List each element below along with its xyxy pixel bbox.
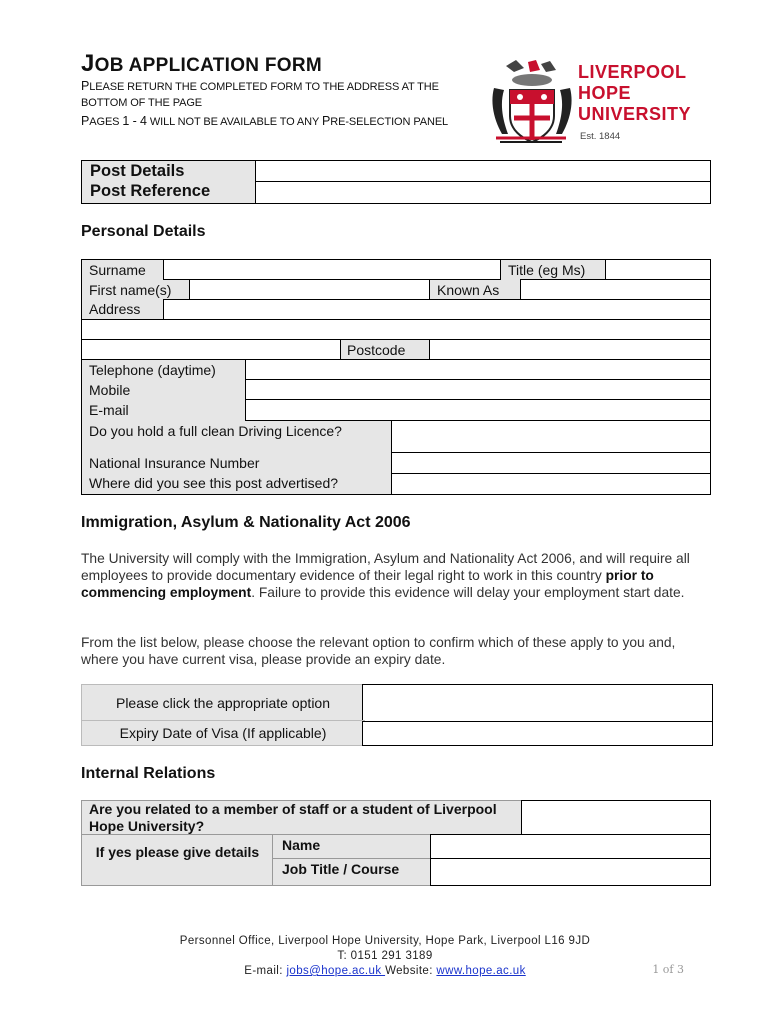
if-yes-label: If yes please give details: [95, 844, 260, 860]
visa-expiry-label: Expiry Date of Visa (If applicable): [119, 725, 327, 741]
relation-job-label: Job Title / Course: [282, 861, 400, 877]
instruction-line-2: BOTTOM OF THE PAGE: [81, 97, 203, 109]
title-label: Title (eg Ms): [508, 262, 586, 278]
email-field[interactable]: [245, 399, 711, 421]
internal-relations-heading: Internal Relations: [81, 765, 216, 782]
mobile-label: Mobile: [89, 382, 131, 398]
relation-job-field[interactable]: [430, 858, 711, 886]
instruction-line-1: PLEASE RETURN THE COMPLETED FORM TO THE ADDRESS AT THE: [81, 79, 439, 93]
crest-icon: [486, 58, 576, 148]
footer-address: Personnel Office, Liverpool Hope University, Hope Park, Liverpool L16 9JD: [179, 935, 591, 947]
logo-line-3: UNIVERSITY: [578, 104, 692, 124]
post-reference-field[interactable]: [255, 181, 711, 204]
title-field[interactable]: [605, 259, 711, 280]
immigration-option-label: Please click the appropriate option: [115, 695, 331, 711]
visa-expiry-field[interactable]: [362, 721, 713, 746]
ni-number-label: National Insurance Number: [89, 455, 260, 471]
known-as-label: Known As: [437, 282, 500, 298]
footer-contact: E-mail: jobs@hope.ac.uk Website: www.hope.ac.uk: [244, 965, 526, 977]
email-label: E-mail: [89, 402, 129, 418]
first-names-field[interactable]: [189, 279, 430, 300]
postcode-label: Postcode: [347, 342, 406, 358]
related-question-label: Are you related to a member of staff or a student of Liverpool Hope University?: [89, 801, 497, 834]
immigration-option-field[interactable]: [362, 684, 713, 722]
form-title: JOB APPLICATION FORM: [81, 50, 323, 77]
mobile-field[interactable]: [245, 379, 711, 400]
post-details-label: Post Details: [90, 162, 185, 180]
personal-details-heading: Personal Details: [81, 223, 206, 240]
known-as-field[interactable]: [520, 279, 711, 300]
email-link[interactable]: jobs@hope.ac.uk: [286, 965, 386, 977]
website-link[interactable]: www.hope.ac.uk: [436, 965, 526, 977]
address-field-2[interactable]: [81, 319, 711, 340]
advertised-field[interactable]: [391, 473, 711, 495]
instruction-line-3: PAGES 1 - 4 WILL NOT BE AVAILABLE TO ANY PRE-SELECTION PANEL: [81, 114, 449, 128]
address-field-1[interactable]: [163, 299, 711, 320]
post-details-field[interactable]: [255, 160, 711, 183]
footer-phone: T: 0151 291 3189: [337, 950, 433, 962]
immigration-paragraph-2: From the list below, please choose the relevant option to confirm which of these apply to you and, where you have current visa, please provide an expiry date.: [81, 635, 676, 667]
surname-label: Surname: [89, 262, 146, 278]
address-label: Address: [89, 301, 141, 317]
address-field-3[interactable]: [81, 339, 341, 360]
surname-field[interactable]: [163, 259, 501, 280]
immigration-paragraph-1: The University will comply with the Immigration, Asylum and Nationality Act 2006, and will require all employees to provide documentary evidence of their legal right to work in this country prior to commencing employment. Failure to provide this evidence will delay your employment start date.: [81, 551, 690, 600]
immigration-heading: Immigration, Asylum & Nationality Act 2006: [81, 514, 411, 531]
relation-name-field[interactable]: [430, 834, 711, 860]
related-answer-field[interactable]: [521, 800, 711, 835]
page-number: 1 of 3: [652, 963, 684, 976]
relation-name-label: Name: [282, 837, 321, 853]
driving-licence-label: Do you hold a full clean Driving Licence?: [89, 423, 342, 439]
ni-number-field[interactable]: [391, 452, 711, 474]
telephone-label: Telephone (daytime): [89, 362, 216, 378]
university-logo: [486, 58, 704, 148]
first-names-label: First name(s): [89, 282, 172, 298]
postcode-field[interactable]: [429, 339, 711, 360]
logo-line-1: LIVERPOOL: [578, 62, 687, 82]
logo-line-2: HOPE: [578, 83, 632, 103]
post-reference-label: Post Reference: [90, 182, 211, 200]
logo-established: Est. 1844: [580, 131, 621, 142]
telephone-field[interactable]: [245, 359, 711, 380]
advertised-label: Where did you see this post advertised?: [89, 475, 339, 491]
driving-licence-field[interactable]: [391, 420, 711, 453]
